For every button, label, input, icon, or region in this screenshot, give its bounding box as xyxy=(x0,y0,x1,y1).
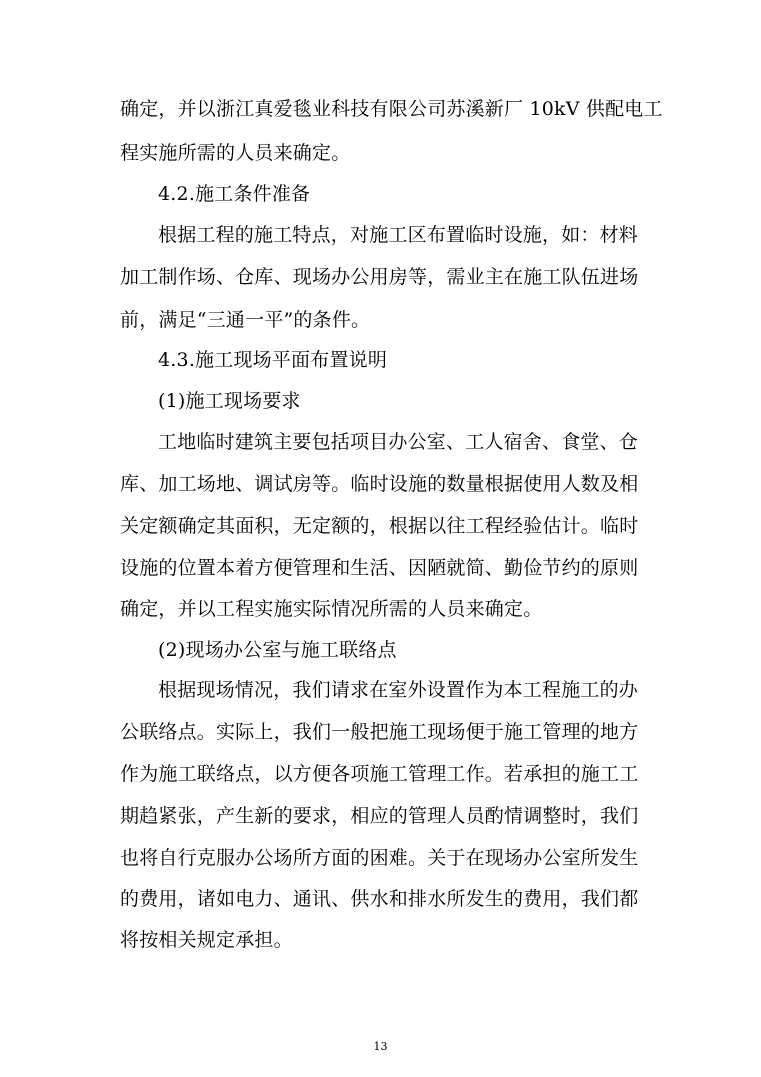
paragraph-line: 工地临时建筑主要包括项目办公室、工人宿舍、食堂、仓 xyxy=(158,431,639,453)
paragraph-line: 确定，并以浙江真爱毯业科技有限公司苏溪新厂 10kV 供配电工 xyxy=(120,98,663,120)
paragraph-line: 确定，并以工程实施实际情况所需的人员来确定。 xyxy=(120,598,543,620)
subsection-heading-1: (1)施工现场要求 xyxy=(158,390,301,412)
section-heading-4-2: 4.2.施工条件准备 xyxy=(158,183,311,205)
paragraph-line: 程实施所需的人员来确定。 xyxy=(120,142,351,164)
paragraph-line: 前，满足“三通一平”的条件。 xyxy=(120,309,371,331)
subsection-heading-2: (2)现场办公室与施工联络点 xyxy=(158,639,397,661)
paragraph-line: 根据现场情况，我们请求在室外设置作为本工程施工的办 xyxy=(158,679,639,701)
paragraph-line: 设施的位置本着方便管理和生活、因陋就简、勤俭节约的原则 xyxy=(120,557,639,579)
page-number: 13 xyxy=(373,1040,388,1053)
paragraph-line: 作为施工联络点，以方便各项施工管理工作。若承担的施工工 xyxy=(120,763,639,785)
paragraph-line: 期趋紧张，产生新的要求，相应的管理人员酌情调整时，我们 xyxy=(120,805,639,827)
paragraph-line: 库、加工场地、调试房等。临时设施的数量根据使用人数及相 xyxy=(120,473,639,495)
paragraph-line: 也将自行克服办公场所方面的困难。关于在现场办公室所发生 xyxy=(120,847,639,869)
paragraph-line: 公联络点。实际上，我们一般把施工现场便于施工管理的地方 xyxy=(120,721,639,743)
paragraph-line: 加工制作场、仓库、现场办公用房等，需业主在施工队伍进场 xyxy=(120,266,639,288)
paragraph-line: 关定额确定其面积，无定额的，根据以往工程经验估计。临时 xyxy=(120,515,639,537)
paragraph-line: 将按相关规定承担。 xyxy=(120,929,293,951)
section-heading-4-3: 4.3.施工现场平面布置说明 xyxy=(158,349,388,371)
paragraph-line: 根据工程的施工特点，对施工区布置临时设施，如：材料 xyxy=(158,224,639,246)
paragraph-line: 的费用，诸如电力、通讯、供水和排水所发生的费用，我们都 xyxy=(120,888,639,910)
